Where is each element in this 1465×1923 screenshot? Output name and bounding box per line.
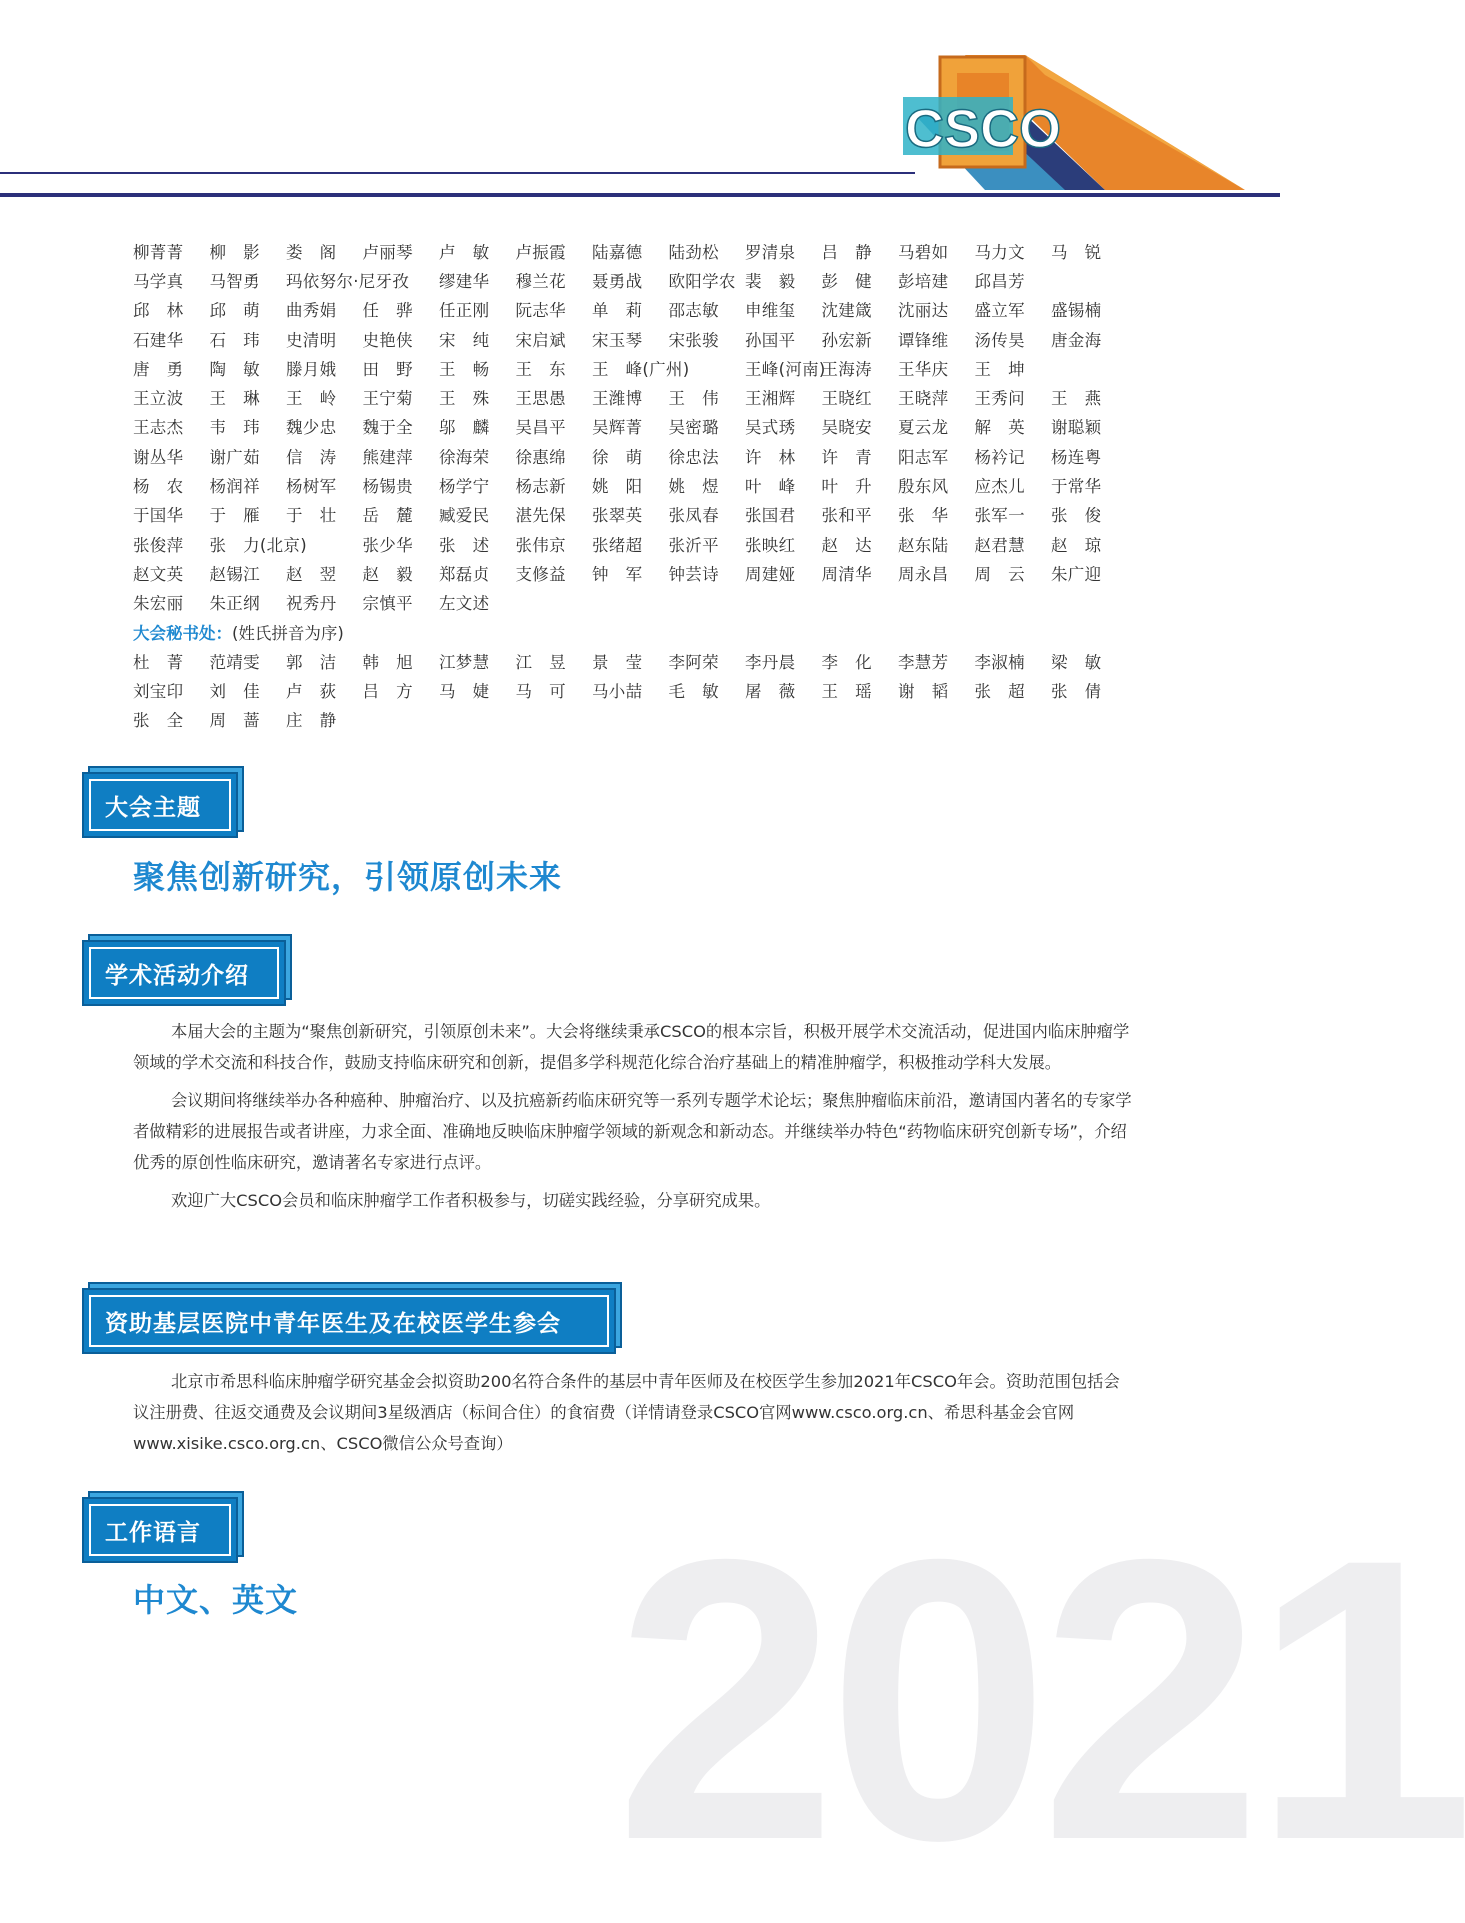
member-name: 赵 翌 xyxy=(286,564,337,584)
member-name: 魏少忠 xyxy=(286,418,337,438)
academic-heading-box xyxy=(82,940,286,1006)
member-name: 马学真 xyxy=(133,271,184,291)
member-name: 叶 峰 xyxy=(745,477,796,497)
member-name: 张 倩 xyxy=(1051,682,1102,702)
member-name: 朱宏丽 xyxy=(133,594,184,614)
member-name: 支修益 xyxy=(515,564,566,584)
name-row xyxy=(133,295,1133,324)
member-name: 王峰(河南) xyxy=(745,359,826,379)
member-name: 王志杰 xyxy=(133,418,184,438)
member-name: 臧爱民 xyxy=(439,506,490,526)
member-name: 孙宏新 xyxy=(821,330,872,350)
member-name: 阮志华 xyxy=(515,301,566,321)
member-name: 徐忠法 xyxy=(668,447,719,467)
member-name: 李淑楠 xyxy=(974,652,1025,672)
member-name: 张凤春 xyxy=(668,506,719,526)
member-name: 李慧芳 xyxy=(898,652,949,672)
member-name: 于 壮 xyxy=(286,506,337,526)
member-name: 杨连粤 xyxy=(1051,447,1102,467)
member-name: 王宁菊 xyxy=(362,389,413,409)
language-heading-box xyxy=(82,1497,238,1563)
member-name: 马 婕 xyxy=(439,682,490,702)
member-name: 宋启斌 xyxy=(515,330,566,350)
member-name: 彭 健 xyxy=(821,271,872,291)
member-name: 江 昱 xyxy=(515,652,566,672)
member-name: 张国君 xyxy=(745,506,796,526)
member-name: 卢振霞 xyxy=(515,242,566,262)
member-name: 刘宝印 xyxy=(133,682,184,702)
name-row xyxy=(133,265,1133,294)
member-name: 杨 农 xyxy=(133,477,184,497)
name-row xyxy=(133,353,1133,382)
academic-heading: 学术活动介绍 xyxy=(89,947,279,999)
member-name: 吴式琇 xyxy=(745,418,796,438)
member-name: 谭锋维 xyxy=(898,330,949,350)
member-name: 马 可 xyxy=(515,682,566,702)
member-name: 宋张骏 xyxy=(668,330,719,350)
member-name: 王华庆 xyxy=(898,359,949,379)
background-year: 2021 xyxy=(615,1476,1465,1923)
support-heading-box xyxy=(82,1288,616,1354)
member-name: 周 云 xyxy=(974,564,1025,584)
member-name: 徐惠绵 xyxy=(515,447,566,467)
member-name: 吕 方 xyxy=(362,682,413,702)
member-name: 王思愚 xyxy=(515,389,566,409)
member-name: 毛 敏 xyxy=(668,682,719,702)
member-name: 王 燕 xyxy=(1051,389,1102,409)
member-name: 夏云龙 xyxy=(898,418,949,438)
member-name: 石 玮 xyxy=(209,330,260,350)
member-name: 任 骅 xyxy=(362,301,413,321)
member-name: 缪建华 xyxy=(439,271,490,291)
member-name: 谢 韬 xyxy=(898,682,949,702)
member-name: 王海涛 xyxy=(821,359,872,379)
member-name: 罗清泉 xyxy=(745,242,796,262)
member-name: 沈丽达 xyxy=(898,301,949,321)
member-name: 史清明 xyxy=(286,330,337,350)
member-name: 谢广茹 xyxy=(209,447,260,467)
member-name: 邬 麟 xyxy=(439,418,490,438)
member-name: 邵志敏 xyxy=(668,301,719,321)
member-name: 赵锡江 xyxy=(209,564,260,584)
member-name: 张映红 xyxy=(745,535,796,555)
member-name: 王 峰(广州) xyxy=(592,359,690,379)
member-name: 杨锡贵 xyxy=(362,477,413,497)
member-name: 王湘辉 xyxy=(745,389,796,409)
support-text xyxy=(133,1366,1133,1459)
name-row xyxy=(133,324,1133,353)
member-name: 吴密璐 xyxy=(668,418,719,438)
member-name: 裴 毅 xyxy=(745,271,796,291)
member-name: 杨衿记 xyxy=(974,447,1025,467)
member-name: 王 东 xyxy=(515,359,566,379)
academic-paragraph-3: 欢迎广大CSCO会员和临床肿瘤学工作者积极参与，切磋实践经验，分享研究成果。 xyxy=(171,1191,771,1210)
member-name: 钟 军 xyxy=(592,564,643,584)
member-name: 宗慎平 xyxy=(362,594,413,614)
member-name: 盛锡楠 xyxy=(1051,301,1102,321)
member-name: 邱 萌 xyxy=(209,301,260,321)
member-name: 魏于全 xyxy=(362,418,413,438)
member-name: 张绪超 xyxy=(592,535,643,555)
csco-logo xyxy=(895,45,1255,195)
member-name: 周永昌 xyxy=(898,564,949,584)
member-name: 姚 煜 xyxy=(668,477,719,497)
secretariat-label: 大会秘书处： xyxy=(133,623,232,643)
member-name: 杨树军 xyxy=(286,477,337,497)
member-name: 于 雁 xyxy=(209,506,260,526)
member-name: 杨润祥 xyxy=(209,477,260,497)
member-name: 宋玉琴 xyxy=(592,330,643,350)
member-name: 王 殊 xyxy=(439,389,490,409)
name-row xyxy=(133,500,1133,529)
member-name: 张 超 xyxy=(974,682,1025,702)
member-name: 马小喆 xyxy=(592,682,643,702)
member-name: 张 力(北京) xyxy=(209,535,307,555)
member-name: 陶 敏 xyxy=(209,359,260,379)
member-name: 祝秀丹 xyxy=(286,594,337,614)
member-name: 柳菁菁 xyxy=(133,242,184,262)
name-row xyxy=(133,236,1133,265)
member-name: 马力文 xyxy=(974,242,1025,262)
member-name: 王晓萍 xyxy=(898,389,949,409)
member-name: 吕 静 xyxy=(821,242,872,262)
member-name: 江梦慧 xyxy=(439,652,490,672)
member-name: 岳 麓 xyxy=(362,506,413,526)
member-name: 王立波 xyxy=(133,389,184,409)
member-name: 梁 敏 xyxy=(1051,652,1102,672)
member-name: 郭 洁 xyxy=(286,652,337,672)
member-name: 杨志新 xyxy=(515,477,566,497)
member-name: 殷东风 xyxy=(898,477,949,497)
header-rule-thin xyxy=(0,172,915,174)
name-row xyxy=(133,470,1133,499)
member-name: 宋 纯 xyxy=(439,330,490,350)
member-name: 赵东陆 xyxy=(898,535,949,555)
member-name: 韩 旭 xyxy=(362,652,413,672)
member-name: 李丹晨 xyxy=(745,652,796,672)
member-name: 姚 阳 xyxy=(592,477,643,497)
member-name: 王 畅 xyxy=(439,359,490,379)
member-name: 徐海荣 xyxy=(439,447,490,467)
member-name: 左文述 xyxy=(439,594,490,614)
member-name: 张军一 xyxy=(974,506,1025,526)
member-name: 张沂平 xyxy=(668,535,719,555)
member-name: 盛立军 xyxy=(974,301,1025,321)
member-name: 任正刚 xyxy=(439,301,490,321)
member-name: 陆嘉德 xyxy=(592,242,643,262)
member-name: 熊建萍 xyxy=(362,447,413,467)
member-name: 刘 佳 xyxy=(209,682,260,702)
member-name: 许 青 xyxy=(821,447,872,467)
name-row xyxy=(133,588,1133,617)
member-name: 于常华 xyxy=(1051,477,1102,497)
member-name: 张 华 xyxy=(898,506,949,526)
logo-text: CSCO xyxy=(905,99,1062,159)
member-name: 徐 萌 xyxy=(592,447,643,467)
member-name: 于国华 xyxy=(133,506,184,526)
member-name: 周清华 xyxy=(821,564,872,584)
member-name: 赵 毅 xyxy=(362,564,413,584)
member-name: 唐 勇 xyxy=(133,359,184,379)
member-name: 王晓红 xyxy=(821,389,872,409)
member-name: 韦 玮 xyxy=(209,418,260,438)
theme-heading: 大会主题 xyxy=(89,779,231,831)
name-row xyxy=(133,558,1133,587)
member-name: 马智勇 xyxy=(209,271,260,291)
member-name: 周建娅 xyxy=(745,564,796,584)
theme-heading-box xyxy=(82,772,238,838)
member-name: 谢聪颖 xyxy=(1051,418,1102,438)
name-row xyxy=(133,412,1133,441)
member-name: 卢丽琴 xyxy=(362,242,413,262)
member-name: 张伟京 xyxy=(515,535,566,555)
member-name: 赵文英 xyxy=(133,564,184,584)
committee-list xyxy=(133,236,1133,734)
name-row xyxy=(133,675,1133,704)
member-name: 单 莉 xyxy=(592,301,643,321)
member-name: 欧阳学农 xyxy=(668,271,736,291)
member-name: 叶 升 xyxy=(821,477,872,497)
member-name: 娄 阁 xyxy=(286,242,337,262)
theme-slogan: 聚焦创新研究，引领原创未来 xyxy=(133,858,563,896)
member-name: 张少华 xyxy=(362,535,413,555)
member-name: 赵君慧 xyxy=(974,535,1025,555)
name-row xyxy=(133,529,1133,558)
member-name: 钟芸诗 xyxy=(668,564,719,584)
academic-paragraph-2: 会议期间将继续举办各种癌种、肿瘤治疗、以及抗癌新药临床研究等一系列专题学术论坛；聚焦肿瘤临床前沿，邀请国内著名的专家学者做精彩的进展报告或者讲座，力求全面、准确地反映临床肿瘤学领域的新观念和新动态。并继续举办特色“药物临床研究创新专场”，介绍优秀的原创性临床研究，邀请著名专家进行点评。 xyxy=(133,1091,1132,1172)
member-name: 王 琳 xyxy=(209,389,260,409)
name-row xyxy=(133,705,1133,734)
member-name: 王秀问 xyxy=(974,389,1025,409)
member-name: 谢丛华 xyxy=(133,447,184,467)
member-name: 杨学宁 xyxy=(439,477,490,497)
member-name: 汤传昊 xyxy=(974,330,1025,350)
member-name: 范靖雯 xyxy=(209,652,260,672)
member-name: 彭培建 xyxy=(898,271,949,291)
member-name: 张翠英 xyxy=(592,506,643,526)
member-name: 阳志军 xyxy=(898,447,949,467)
member-name: 唐金海 xyxy=(1051,330,1102,350)
member-name: 朱正纲 xyxy=(209,594,260,614)
member-name: 申维玺 xyxy=(745,301,796,321)
member-name: 邱昌芳 xyxy=(974,271,1025,291)
member-name: 田 野 xyxy=(362,359,413,379)
member-name: 张 俊 xyxy=(1051,506,1102,526)
member-name: 王 坤 xyxy=(974,359,1025,379)
academic-text xyxy=(133,1016,1133,1216)
member-name: 信 涛 xyxy=(286,447,337,467)
member-name: 陆劲松 xyxy=(668,242,719,262)
member-name: 孙国平 xyxy=(745,330,796,350)
support-heading: 资助基层医院中青年医生及在校医学生参会 xyxy=(89,1295,609,1347)
support-paragraph-1: 北京市希思科临床肿瘤学研究基金会拟资助200名符合条件的基层中青年医师及在校医学生参加2021年CSCO年会。资助范围包括会议注册费、往返交通费及会议期间3星级酒店（标间合住）的食宿费（详情请登录CSCO官网www.csco.org.cn、希思科基金会官网www.xisike.csco.org.cn、CSCO微信公众号查询） xyxy=(133,1372,1120,1453)
member-name: 屠 薇 xyxy=(745,682,796,702)
member-name: 柳 影 xyxy=(209,242,260,262)
member-name: 李 化 xyxy=(821,652,872,672)
member-name: 马碧如 xyxy=(898,242,949,262)
member-name: 王潍博 xyxy=(592,389,643,409)
member-name: 王 岭 xyxy=(286,389,337,409)
member-name: 张 全 xyxy=(133,711,184,731)
member-name: 邱 林 xyxy=(133,301,184,321)
language-heading: 工作语言 xyxy=(89,1504,231,1556)
member-name: 滕月娥 xyxy=(286,359,337,379)
name-row xyxy=(133,646,1133,675)
member-name: 史艳侠 xyxy=(362,330,413,350)
name-row xyxy=(133,382,1133,411)
member-name: 许 林 xyxy=(745,447,796,467)
member-name: 马 锐 xyxy=(1051,242,1102,262)
member-name: 聂勇战 xyxy=(592,271,643,291)
secretariat-note: (姓氏拼音为序) xyxy=(232,623,344,643)
member-name: 景 莹 xyxy=(592,652,643,672)
language-value: 中文、英文 xyxy=(133,1581,299,1619)
member-name: 朱广迎 xyxy=(1051,564,1102,584)
member-name: 李阿荣 xyxy=(668,652,719,672)
member-name: 吴晓安 xyxy=(821,418,872,438)
member-name: 周 蔷 xyxy=(209,711,260,731)
member-name: 赵 琼 xyxy=(1051,535,1102,555)
member-name: 卢 敏 xyxy=(439,242,490,262)
member-name: 张俊萍 xyxy=(133,535,184,555)
member-name: 吴昌平 xyxy=(515,418,566,438)
member-name: 沈建箴 xyxy=(821,301,872,321)
member-name: 湛先保 xyxy=(515,506,566,526)
member-name: 卢 荻 xyxy=(286,682,337,702)
member-name: 玛依努尔·尼牙孜 xyxy=(286,271,410,291)
member-name: 应杰儿 xyxy=(974,477,1025,497)
member-name: 吴辉菁 xyxy=(592,418,643,438)
member-name: 庄 静 xyxy=(286,711,337,731)
member-name: 张 述 xyxy=(439,535,490,555)
name-row xyxy=(133,441,1133,470)
academic-paragraph-1: 本届大会的主题为“聚焦创新研究，引领原创未来”。大会将继续秉承CSCO的根本宗旨，积极开展学术交流活动，促进国内临床肿瘤学领域的学术交流和科技合作，鼓励支持临床研究和创新，提倡多学科规范化综合治疗基础上的精准肿瘤学，积极推动学科大发展。 xyxy=(133,1022,1130,1072)
member-name: 王 伟 xyxy=(668,389,719,409)
member-name: 王 瑶 xyxy=(821,682,872,702)
member-name: 张和平 xyxy=(821,506,872,526)
member-name: 解 英 xyxy=(974,418,1025,438)
secretariat-title xyxy=(133,617,1133,646)
member-name: 石建华 xyxy=(133,330,184,350)
member-name: 赵 达 xyxy=(821,535,872,555)
member-name: 杜 菁 xyxy=(133,652,184,672)
member-name: 郑磊贞 xyxy=(439,564,490,584)
member-name: 曲秀娟 xyxy=(286,301,337,321)
member-name: 穆兰花 xyxy=(515,271,566,291)
